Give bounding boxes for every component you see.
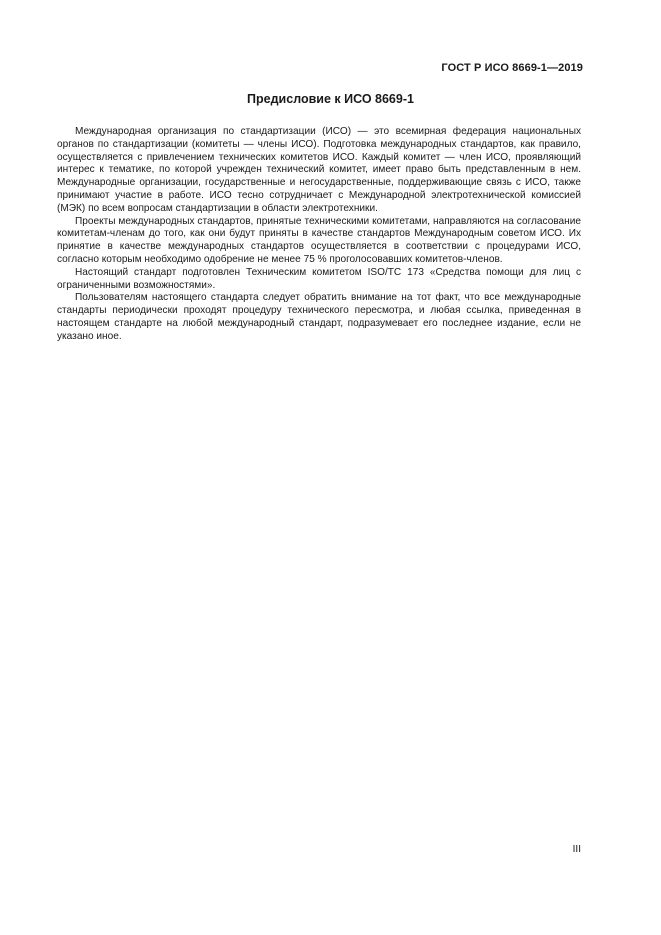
paragraph-draft-standards: Проекты международных стандартов, принятые техническими комитетами, направляются на согласование комитетам-членам до того, как они будут приняты в качестве стандартов Международным советом ИСО. Их принятие в качестве международных стандартов осуществляется в соответствии с процедурами ИСО, согласно которым необходимо одобрение не менее 75 % проголосовавших комитетов-членов.	[57, 215, 581, 265]
paragraph-technical-committee: Настоящий стандарт подготовлен Техническим комитетом ISO/TC 173 «Средства помощи для лиц с ограниченными возможностями».	[57, 266, 581, 291]
paragraph-iso-overview: Международная организация по стандартизации (ИСО) — это всемирная федерация национальных органов по стандартизации (комитеты — члены ИСО). Подготовка международных стандартов, как правило, осуществляется с привлечением технических комитетов ИСО. Каждый комитет — член ИСО, проявляющий интерес к тематике, по которой учрежден технический комитет, имеет право быть представленным в нем. Международные организации, государственные и негосударственные, поддерживающие связь с ИСО, также принимают участие в работе. ИСО тесно сотрудничает с Международной электротехнической комиссией (МЭК) по всем вопросам стандартизации в области электротехники.	[57, 126, 581, 214]
paragraph-revision-note: Пользователям настоящего стандарта следует обратить внимание на тот факт, что все международные стандарты периодически проходят процедуру технического пересмотра, и любая ссылка, приведенная в настоящем стандарте на любой международный стандарт, подразумевает его последнее издание, если не указано иное.	[57, 292, 581, 342]
page-title: Предисловие к ИСО 8669-1	[247, 92, 414, 106]
preface-body	[57, 126, 581, 344]
document-code-header: ГОСТ Р ИСО 8669-1—2019	[441, 62, 583, 74]
page-number: III	[572, 844, 581, 855]
